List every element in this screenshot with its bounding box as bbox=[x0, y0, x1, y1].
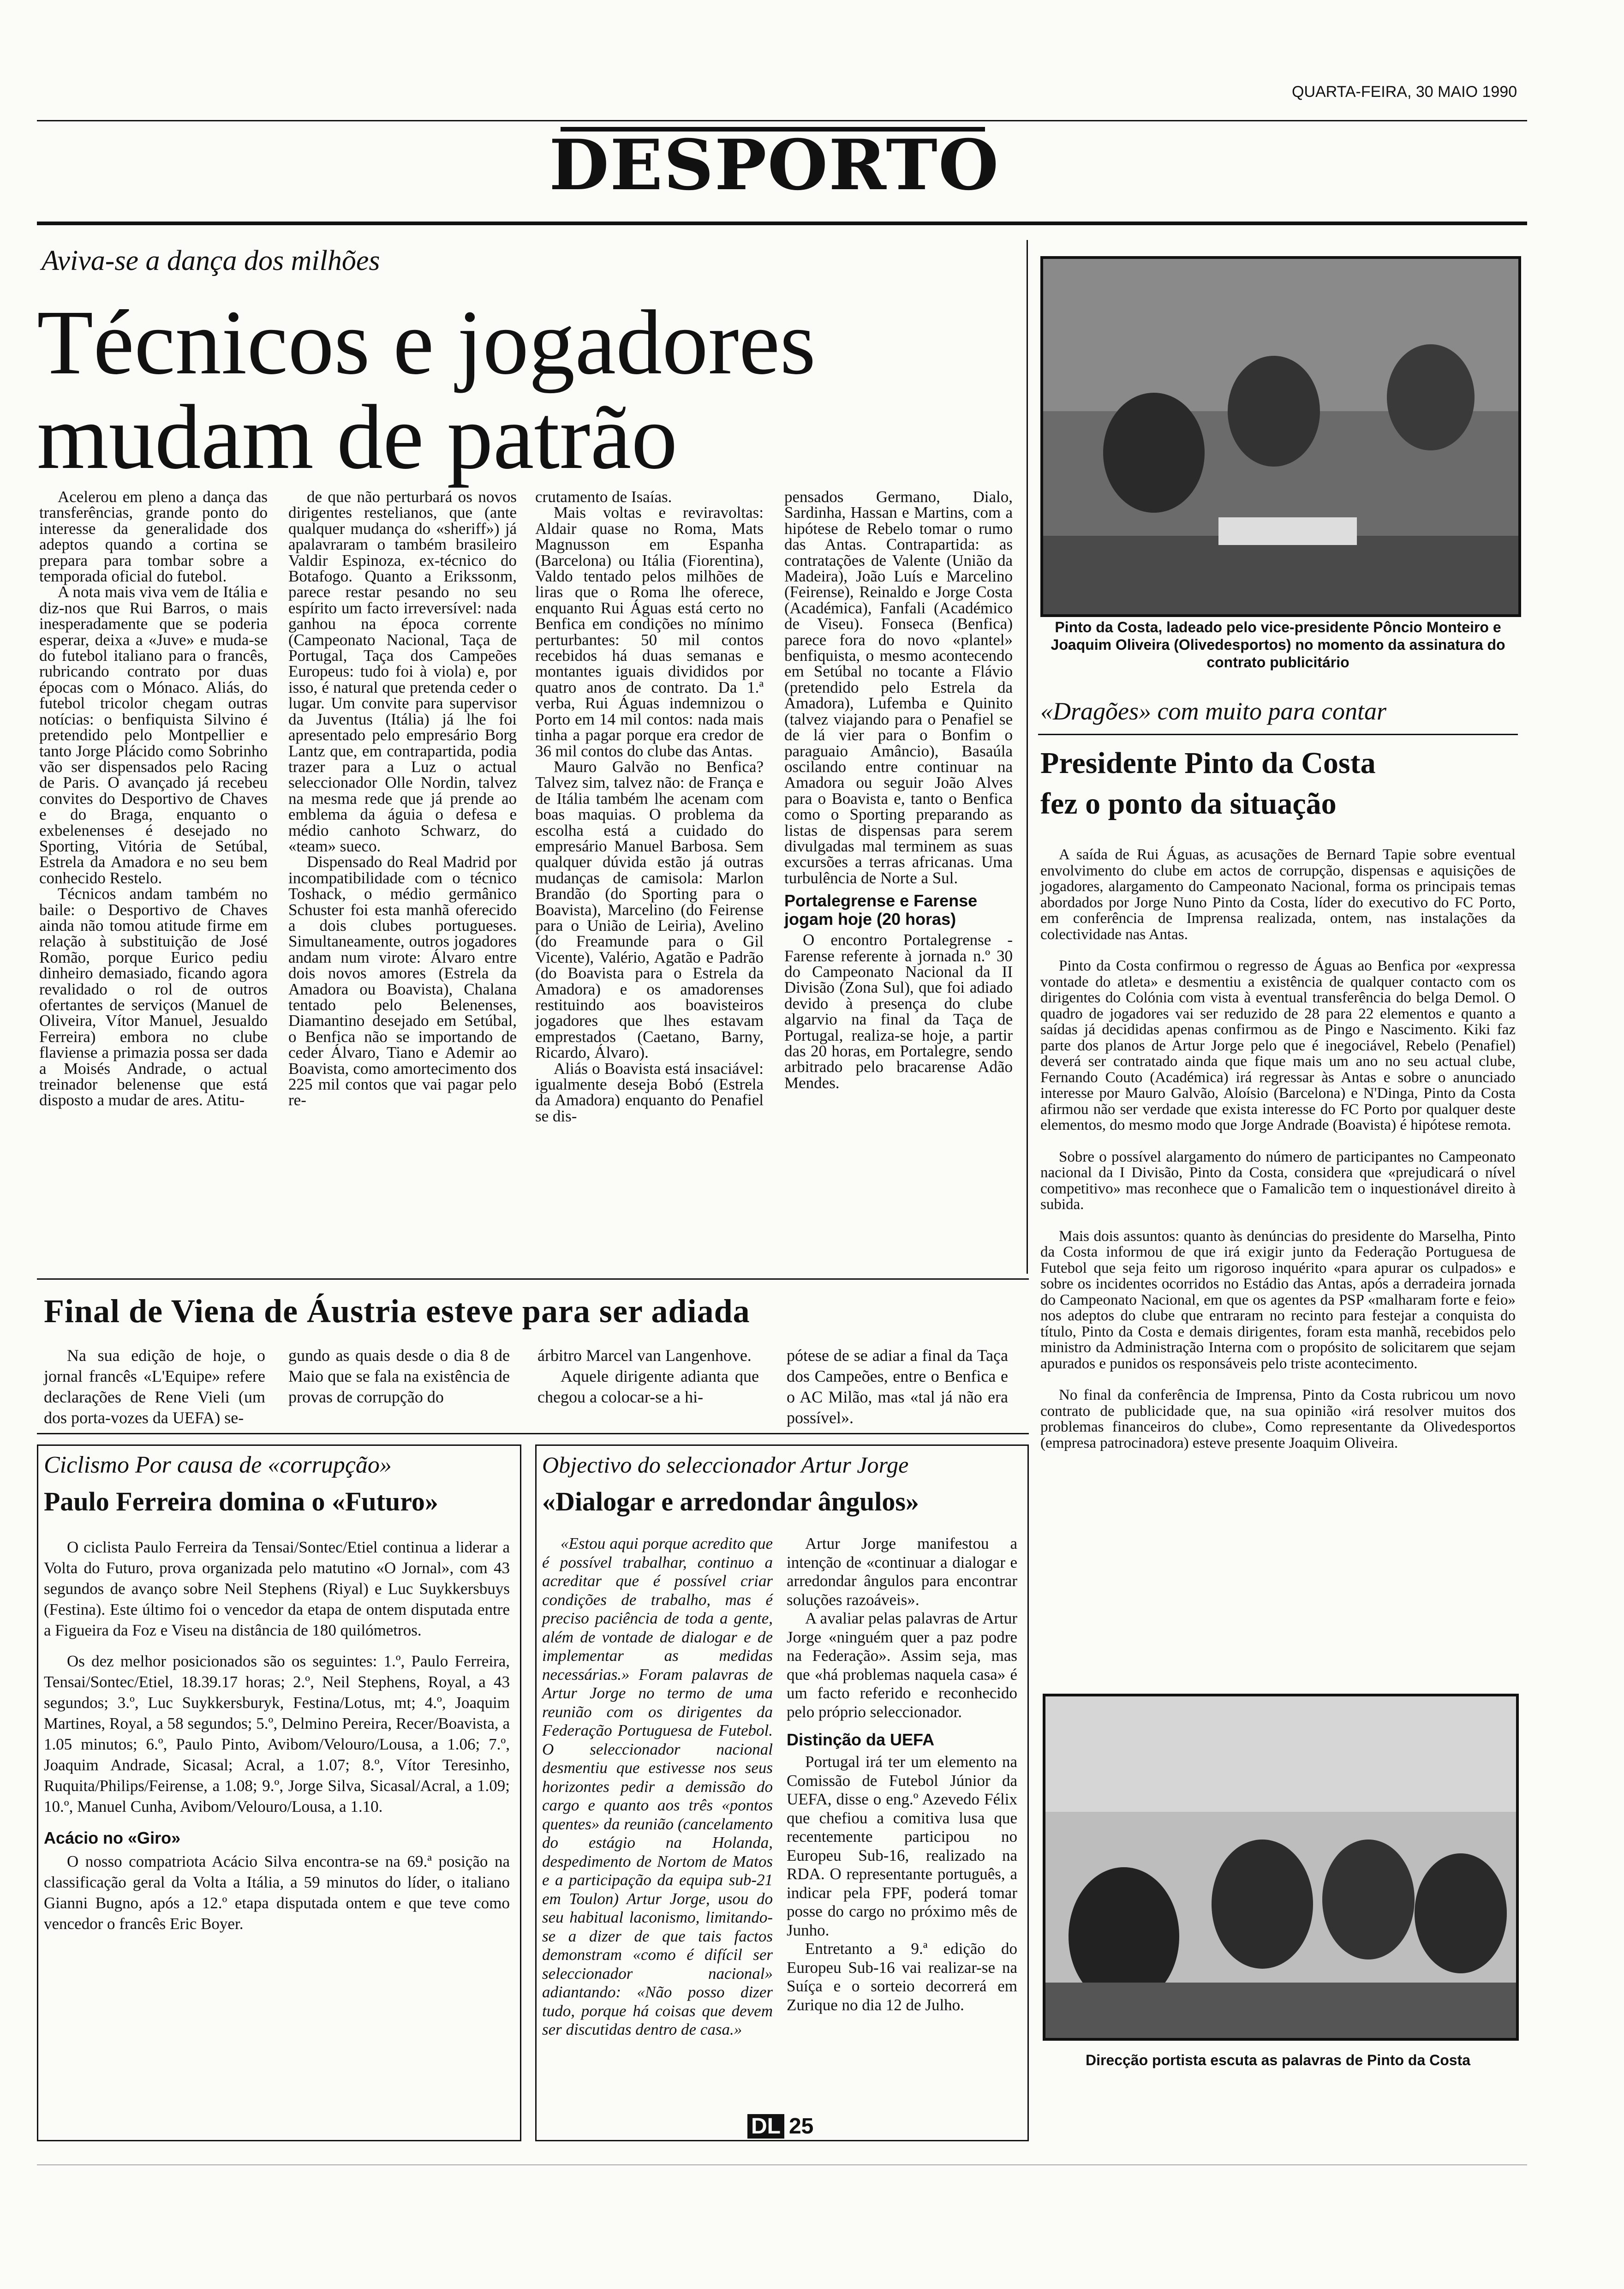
photo-caption: Direcção portista escuta as palavras de Pinto da Costa bbox=[1085, 2052, 1471, 2068]
publication-logo: DL bbox=[747, 2114, 784, 2139]
pinto-body bbox=[1040, 847, 1516, 1451]
paragraph: O ciclista Paulo Ferreira da Tensai/Sontec/Etiel continua a liderar a Volta do Futuro, prova organizada pelo matutino «O Jornal», com 43 segundos de avanço sobre Neil Stephens (Riyal) e Luc Suykkersbuys (Festina). Este último foi o vencedor da etapa de ontem disputada entre a Figueira da Foz e Viseu na distância de 180 quilómetros. bbox=[44, 1538, 510, 1639]
paragraph: Acelerou em pleno a dança das transferências, grande ponto do interesse da generalidade dos adeptos quando a cortina se prepara para tombar sobre a temporada oficial do futebol. bbox=[39, 488, 268, 586]
paragraph: Aliás o Boavista está insaciável: igualmente deseja Bobó (Estrela da Amadora) enquanto do Penafiel se dis- bbox=[535, 1059, 764, 1125]
divider bbox=[37, 222, 1527, 225]
ciclismo-headline: Paulo Ferreira domina o «Futuro» bbox=[44, 1486, 438, 1516]
photo-image bbox=[1043, 259, 1518, 614]
photo-signing-contract bbox=[1040, 256, 1521, 617]
pinto-kicker: «Dragões» com muito para contar bbox=[1040, 697, 1386, 725]
main-kicker: Aviva-se a dança dos milhões bbox=[42, 245, 380, 276]
paragraph: A nota mais viva vem de Itália e diz-nos que Rui Barros, o mais inesperadamente que se poderia esperar, deixa a «Juve» e muda-se do futebol italiano para o francês, rubricando contrato por duas épocas com o Mónaco. Aliás, do futebol tricolor chegam outras notícias: o benfiquista Silvino é pretendido pelo Montpellier e tanto Jorge Plácido como Sobrinho vão ser dispensados pelo Racing de Paris. O avançado já recebeu convites do Desportivo de Chaves e do Braga, enquanto o exbelenenses é desejado no Sporting, Vitória de Setúbal, Estrela da Amadora e no seu bem conhecido Restelo. bbox=[39, 583, 268, 887]
artur-headline: «Dialogar e arredondar ângulos» bbox=[542, 1486, 919, 1516]
paragraph: Sobre o possível alargamento do número de participantes no Campeonato nacional da I Divisão, Pinto da Costa, considera que «prejudicará o nível competitivo» mas reconhece que o Famalicão tem o inquestionável direito à subida. bbox=[1040, 1148, 1516, 1213]
photo-image bbox=[1045, 1696, 1516, 2038]
viena-column-1 bbox=[44, 1345, 265, 1428]
artur-subhead: Distinção da UEFA bbox=[787, 1730, 935, 1749]
paragraph: Portugal irá ter um elemento na Comissão de Futebol Júnior da UEFA, disse o eng.º Azevedo Félix que chefiou a comitiva lusa que recentemente participou no Europeu Sub-16, realizado na RDA. O representante português, a indicar pela FPF, poderá tomar posse do cargo no próximo mês de Junho. bbox=[787, 1753, 1017, 1939]
paragraph: Dispensado do Real Madrid por incompatibilidade com o técnico Toshack, o médio germânico Schuster foi esta manhã oferecido a dois clubes portugueses. Simultaneamente, outros jogadores andam num virote: Álvaro entre dois novos amores (Estrela da Amadora ou Boavista), Chalana tentado pelo Belenenses, Diamantino desejado em Setúbal, o Benfica não se importando de ceder Álvaro, Tiano e Ademir ao Boavista, como amortecimento dos 225 mil contos que vai pagar pelo re- bbox=[288, 853, 517, 1109]
paragraph: «Estou aqui porque acredito que é possível trabalhar, continuo a acreditar que é possível criar condições de trabalho, mas é preciso paciência de toda a gente, além de vontade de dialogar e de implementar as medidas necessárias.» Foram palavras de Artur Jorge no termo de uma reunião com os dirigentes da Federação Portuguesa de Futebol. O seleccionador nacional desmentiu que estivesse nos seus horizontes pedir a demissão do cargo e quanto aos três «pontos quentes» da reunião (cancelamento do estágio na Holanda, despedimento de Nortom de Matos e a participação da equipa sub-21 em Toulon) Artur Jorge, usou do seu habitual laconismo, limitando-se a dizer de que tais factos demonstram «como é difícil ser seleccionador nacional» adiantando: «Não posso dizer tudo, porque há coisas que devem ser discutidas dentro de casa.» bbox=[542, 1534, 773, 2038]
paragraph: Pinto da Costa confirmou o regresso de Águas ao Benfica por «expressa vontade do atleta» e desmentiu a existência de qualquer contacto com os dirigentes do Colónia com vista à eventual transferência do belga Demol. O quadro de jogadores vai ser reduzido de 28 para 22 elementos e quanto a saídas já decididas apenas confirmou as de Pingo e Nascimento. Kiki faz parte dos planos de Artur Jorge pelo que é inegociável, Rebelo (Penafiel) deverá ser contratado ainda que fique mais um ano no seu actual clube, Fernando Couto (Académica) irá regressar às Antas e sobre o anunciado interesse por Mauro Galvão, Aloísio (Barcelona) e N'Dinga, Pinto da Costa afirmou não ser verdade que exista interesse do FC Porto por qualquer deste elementos, do mesmo modo que Jorge Andrade (Boavista) é hipótese remota. bbox=[1040, 958, 1516, 1133]
artur-column-1 bbox=[542, 1534, 773, 2039]
paragraph: O nosso compatriota Acácio Silva encontra-se na 69.ª posição na classificação geral da Volta a Itália, a 59 minutos do líder, o italiano Gianni Bugno, após a 12.º etapa disputada ontem e que teve como vencedor o francês Eric Boyer. bbox=[44, 1852, 510, 1933]
pinto-headline-line-2: fez o ponto da situação bbox=[1040, 787, 1337, 821]
divider bbox=[37, 2164, 1527, 2165]
paragraph: gundo as quais desde o dia 8 de Maio que se fala na existência de provas de corrupção do bbox=[288, 1346, 510, 1406]
page-number: 25 bbox=[788, 2114, 814, 2139]
divider bbox=[37, 1433, 1029, 1434]
paragraph: Artur Jorge manifestou a intenção de «continuar a dialogar e arredondar ângulos para encontrar soluções razoáveis». bbox=[787, 1534, 1017, 1609]
main-column-4 bbox=[784, 489, 1013, 1091]
artur-kicker: Objectivo do seleccionador Artur Jorge bbox=[542, 1452, 909, 1478]
portalegre-headline: Portalegrense e Farense jogam hoje (20 horas) bbox=[784, 891, 978, 929]
headline-line-1: Técnicos e jogadores bbox=[37, 292, 816, 394]
divider bbox=[37, 120, 1527, 121]
page-footer bbox=[747, 2114, 813, 2139]
pinto-headline-line-1: Presidente Pinto da Costa bbox=[1040, 746, 1376, 780]
paragraph: Na sua edição de hoje, o jornal francês «L'Equipe» refere declarações de Rene Vieli (um dos porta-vozes da UEFA) se- bbox=[44, 1346, 265, 1427]
paragraph: A saída de Rui Águas, as acusações de Bernard Tapie sobre eventual envolvimento do clube em actos de corrupção, dispensas e aquisições de jogadores, alargamento do Campeonato Nacional, forma os principais temas abordados por Jorge Nuno Pinto da Costa, líder do executivo do FC Porto, em conferência de Imprensa realizada, ontem, nas instalações da colectividade nas Antas. bbox=[1040, 846, 1516, 943]
paragraph: Mauro Galvão no Benfica? Talvez sim, talvez não: de França e de Itália também lhe acenam com boas maquias. O problema da escolha está a cuidado do empresário Manuel Barbosa. Sem qualquer dúvida estão já outras mudanças de camisola: Marlon Brandão (do Sporting para o Boavista), Marcelino (do Feirense para o União de Leiria), Avelino (do Freamunde para o Gil Vicente), Valério, Agatão e Padrão (do Boavista para o Estrela da Amadora) e os amadorenses restituindo aos boavisteiros jogadores que lhes estavam emprestados (Caetano, Barny, Ricardo, Álvaro). bbox=[535, 757, 764, 1062]
paragraph: crutamento de Isaías. bbox=[535, 488, 672, 506]
main-headline bbox=[37, 292, 1029, 488]
photo-board-listening bbox=[1043, 1694, 1519, 2041]
divider bbox=[1038, 734, 1518, 735]
artur-column-2 bbox=[787, 1534, 1017, 2014]
main-column-1 bbox=[39, 489, 268, 1109]
paragraph: A avaliar pelas palavras de Artur Jorge «ninguém quer a paz podre na Federação». Assim seja, mas que «há problemas naquela casa» é um facto referido e reconhecido pelo próprio seleccionador. bbox=[787, 1609, 1017, 1721]
headline-line-2: mudam de patrão bbox=[37, 386, 678, 488]
dateline: QUARTA-FEIRA, 30 MAIO 1990 bbox=[1292, 83, 1517, 101]
paragraph: Mais voltas e reviravoltas: Aldair quase no Roma, Mats Magnusson em Espanha (Barcelona) ou Itália (Fiorentina), Valdo tentado pelos milhões de liras que o Roma lhe oferece, enquanto Rui Águas está certo no Benfica em condições no mínimo perturbantes: 50 mil contos recebidos há duas semanas e montantes iguais divididos por quatro anos de contrato. Da 1.ª verba, Rui Águas indemnizou o Porto em 14 mil contos: nada mais tinha a pagar porque era credor de 36 mil contos do clube das Antas. bbox=[535, 503, 764, 760]
divider bbox=[1027, 240, 1028, 1274]
paragraph: pótese de se adiar a final da Taça dos Campeões, entre o Benfica e o AC Milão, mas «tal já não era possível». bbox=[787, 1346, 1008, 1427]
viena-column-2 bbox=[288, 1345, 510, 1408]
main-column-2 bbox=[288, 489, 517, 1109]
viena-column-3 bbox=[537, 1345, 759, 1408]
paragraph: No final da conferência de Imprensa, Pinto da Costa rubricou um novo contrato de publicidade que, na sua opinião «irá resolver muitos dos problemas financeiros do clube», Como representante da Olivedesportos (empresa patrocinadora) esteve presente Joaquim Oliveira. bbox=[1040, 1387, 1516, 1451]
paragraph: Mais dois assuntos: quanto às denúncias do presidente do Marselha, Pinto da Costa informou de que irá exigir junto da Federação Portuguesa de Futebol que seja feito um rigoroso inquérito «para apurar os culpados» e sobre os incidentes ocorridos no Estádio das Antas, após a derradeira jornada do Campeonato Nacional, em que os agentes da PSP «malharam forte e feio» nos adeptos do clube que entraram no recinto para festejar a conquista do título, Pinto da Costa e demais dirigentes, foram esta manhã, recebidos pelo ministro da Administração Interna com o propósito de solicitarem que sejam apurados e punidos os responsáveis pelo triste acontecimento. bbox=[1040, 1228, 1516, 1372]
pinto-headline bbox=[1040, 743, 1516, 824]
divider bbox=[37, 1278, 1029, 1280]
paragraph: de que não perturbará os novos dirigentes restelianos, que (ante qualquer mudança do «sheriff») já apalavraram o também brasileiro Valdir Espinoza, ex-técnico do Botafogo. Quanto a Erikssonm, parece restar pesando no seu espírito um facto irreversível: nada ganhou na época corrente (Campeonato Nacional, Taça de Portugal, Taça dos Campeões Europeus: tudo foi à viola) e, por isso, é natural que pretenda ceder o lugar. Um convite para supervisor da Juventus (Itália) já lhe foi apresentado pelo empresário Borg Lantz que, em contrapartida, podia trazer para a Luz o actual seleccionador Olle Nordin, talvez na mesma rede que já prende ao emblema da águia o defesa e médio canhoto Schwarz, do «team» sueco. bbox=[288, 488, 517, 855]
ciclismo-kicker: Ciclismo Por causa de «corrupção» bbox=[44, 1452, 392, 1478]
paragraph: Os dez melhor posicionados são os seguintes: 1.º, Paulo Ferreira, Tensai/Sontec/Etiel, 18.39.17 horas; 2.º, Neil Stephens, Royal, a 43 segundos; 3.º, Luc Suykkersburyk, Festina/Lotus, mt; 4.º, Joaquim Martines, Royal, a 58 segundos; 5.º, Delmino Pereira, Recer/Boavista, a 1.05 minutos; 6.º, Paulo Pinto, Avibom/Velouro/Lousa, a 1.06; 7.º, Joaquim Andrade, Sicasal; Acral, a 1.07; 8.º, Vítor Teresinho, Ruquita/Philips/Feirense, a 1.08; 9.º, Jorge Silva, Sicasal/Acral, a 1.09; 10.º, Manuel Cunha, Avibom/Velouro/Lousa, a 1.10. bbox=[44, 1652, 510, 1816]
viena-column-4 bbox=[787, 1345, 1008, 1428]
section-title: DESPORTO bbox=[549, 125, 1000, 206]
viena-headline: Final de Viena de Áustria esteve para ser adiada bbox=[44, 1293, 750, 1330]
paragraph: Entretanto a 9.ª edição do Europeu Sub-16 vai realizar-se na Suíça e o sorteio decorrerá em Zurique no dia 12 de Julho. bbox=[787, 1940, 1017, 2014]
paragraph: Aquele dirigente adianta que chegou a colocar-se a hi- bbox=[537, 1367, 759, 1406]
paragraph: árbitro Marcel van Langenhove. bbox=[537, 1346, 752, 1365]
ciclismo-subhead: Acácio no «Giro» bbox=[44, 1828, 181, 1847]
paragraph: pensados Germano, Dialo, Sardinha, Hassan e Martins, com a hipótese de Rebelo tomar o rumo das Antas. Contrapartida: as contratações de Valente (União da Madeira), João Luís e Marcelino (Feirense), Reinaldo e Jorge Costa (Académica), Fanfali (Académico de Viseu). Fonseca (Benfica) parece fora do novo «plantel» benfiquista, o mesmo acontecendo em Setúbal no tocante a Flávio (pretendido pelo Estrela da Amadora), Lufemba e Quinito (talvez viajando para o Penafiel se de lá vier para o Bonfim o paraguaio Amâncio), Basaúla oscilando entre continuar na Amadora ou seguir João Alves para o Boavista e, tanto o Benfica como o Sporting preparando as listas de dispensas para serem divulgadas mal terminem as suas excursões a terras africanas. Uma turbulência de Norte a Sul. bbox=[784, 488, 1013, 887]
paragraph: Técnicos andam também no baile: o Desportivo de Chaves ainda não tomou atitude firme em relação à substituição de José Romão, porque Eurico pediu dinheiro demasiado, ficando agora revalidado o rol de outros ofertantes de serviços (Manuel de Oliveira, Vítor Manuel, Jesualdo Ferreira) embora no clube flaviense a primazia possa ser dada a Moisés Andrade, o actual treinador belenense que está disposto a mudar de ares. Atitu- bbox=[39, 885, 268, 1109]
paragraph: O encontro Portalegrense - Farense referente à jornada n.º 30 do Campeonato Nacional da II Divisão (Zona Sul), que foi adiado devido à presença do clube algarvio na final da Taça de Portugal, realiza-se hoje, a partir das 20 horas, em Portalegre, sendo arbitrado pelo bracarense Adão Mendes. bbox=[784, 931, 1013, 1092]
ciclismo-body bbox=[44, 1537, 510, 1934]
photo-caption: Pinto da Costa, ladeado pelo vice-presidente Pôncio Monteiro e Joaquim Oliveira (Olivedesportos) no momento da assinatura do contrato publicitário bbox=[1051, 619, 1505, 671]
main-column-3 bbox=[535, 489, 764, 1124]
